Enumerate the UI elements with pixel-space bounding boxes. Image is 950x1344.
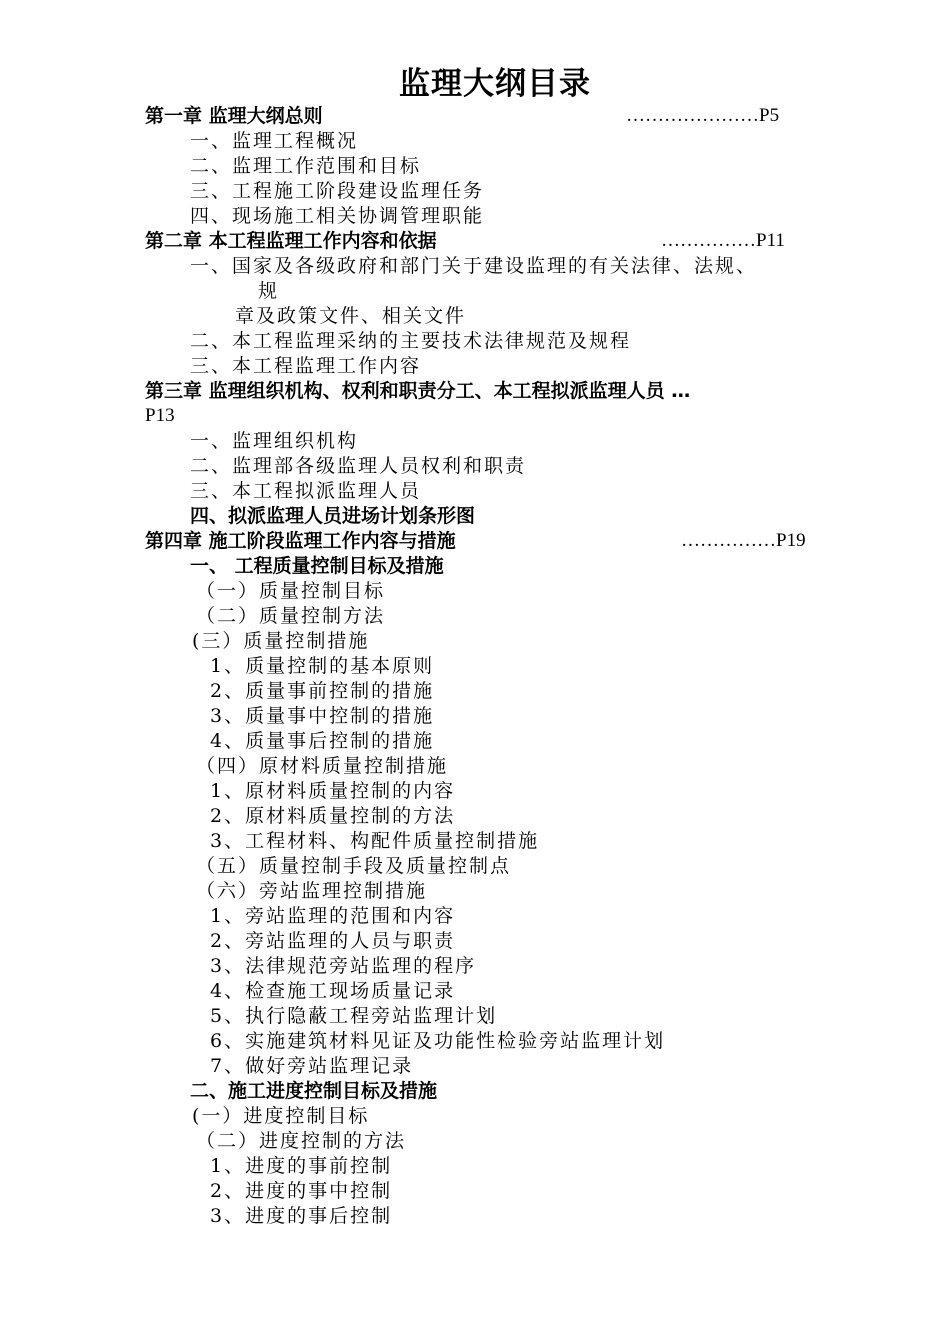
toc-item: 1、质量控制的基本原则 bbox=[210, 655, 435, 677]
toc-item: 二、监理部各级监理人员权利和职责 bbox=[190, 455, 527, 477]
toc-item: 一、国家及各级政府和部门关于建设监理的有关法律、法规、 bbox=[190, 255, 758, 277]
toc-item: 6、实施建筑材料见证及功能性检验旁站监理计划 bbox=[210, 1030, 666, 1052]
chapter-3-heading: 第三章 监理组织机构、权利和职责分工、本工程拟派监理人员 … bbox=[145, 380, 691, 402]
toc-item: 二、监理工作范围和目标 bbox=[190, 155, 422, 177]
chapter-1-page-ref: …………………P5 bbox=[626, 105, 780, 126]
toc-item: （五）质量控制手段及质量控制点 bbox=[196, 855, 512, 877]
toc-item: 7、做好旁站监理记录 bbox=[210, 1055, 414, 1077]
toc-item: （六）旁站监理控制措施 bbox=[196, 880, 428, 902]
toc-item: （二）质量控制方法 bbox=[196, 605, 386, 627]
toc-item: 3、法律规范旁站监理的程序 bbox=[210, 955, 477, 977]
toc-item: （二）进度控制的方法 bbox=[196, 1130, 407, 1152]
toc-item: 3、进度的事后控制 bbox=[210, 1205, 393, 1227]
toc-item: 一、监理组织机构 bbox=[190, 430, 359, 452]
toc-item: 2、旁站监理的人员与职责 bbox=[210, 930, 456, 952]
chapter-3-page-ref: P13 bbox=[145, 405, 175, 426]
toc-item: （一）质量控制目标 bbox=[196, 580, 386, 602]
chapter-4-page-ref: ……………P19 bbox=[681, 530, 806, 551]
page-title: 监理大纲目录 bbox=[399, 66, 591, 102]
toc-item: 2、质量事前控制的措施 bbox=[210, 680, 435, 702]
toc-item: 1、原材料质量控制的内容 bbox=[210, 780, 456, 802]
toc-item: 一、监理工程概况 bbox=[190, 130, 359, 152]
toc-item: 4、质量事后控制的措施 bbox=[210, 730, 435, 752]
toc-item: 四、拟派监理人员进场计划条形图 bbox=[190, 505, 476, 527]
toc-item: 1、进度的事前控制 bbox=[210, 1155, 393, 1177]
chapter-2-page-ref: ……………P11 bbox=[661, 230, 785, 251]
toc-item: 5、执行隐蔽工程旁站监理计划 bbox=[210, 1005, 498, 1027]
toc-item: 四、现场施工相关协调管理职能 bbox=[190, 205, 485, 227]
toc-item: 三、本工程拟派监理人员 bbox=[190, 480, 422, 502]
toc-item: 1、旁站监理的范围和内容 bbox=[210, 905, 456, 927]
toc-item: 章及政策文件、相关文件 bbox=[235, 305, 467, 327]
toc-item: 3、质量事中控制的措施 bbox=[210, 705, 435, 727]
chapter-1-heading: 第一章 监理大纲总则 bbox=[145, 105, 323, 127]
toc-item: 三、本工程监理工作内容 bbox=[190, 355, 422, 377]
toc-item: 规 bbox=[258, 280, 280, 302]
toc-item: 三、工程施工阶段建设监理任务 bbox=[190, 180, 485, 202]
chapter-4-heading: 第四章 施工阶段监理工作内容与措施 bbox=[145, 530, 456, 552]
toc-item: 2、原材料质量控制的方法 bbox=[210, 805, 456, 827]
toc-item: 二、本工程监理采纳的主要技术法律规范及规程 bbox=[190, 330, 632, 352]
toc-item: 4、检查施工现场质量记录 bbox=[210, 980, 456, 1002]
chapter-2-heading: 第二章 本工程监理工作内容和依据 bbox=[145, 230, 437, 252]
toc-item: 3、工程材料、构配件质量控制措施 bbox=[210, 830, 540, 852]
toc-item: （四）原材料质量控制措施 bbox=[196, 755, 449, 777]
toc-item: 2、进度的事中控制 bbox=[210, 1180, 393, 1202]
toc-item: (三）质量控制措施 bbox=[192, 630, 370, 652]
toc-section: 一、 工程质量控制目标及措施 bbox=[190, 555, 444, 577]
toc-section: 二、施工进度控制目标及措施 bbox=[190, 1080, 438, 1102]
toc-item: (一）进度控制目标 bbox=[192, 1105, 370, 1127]
